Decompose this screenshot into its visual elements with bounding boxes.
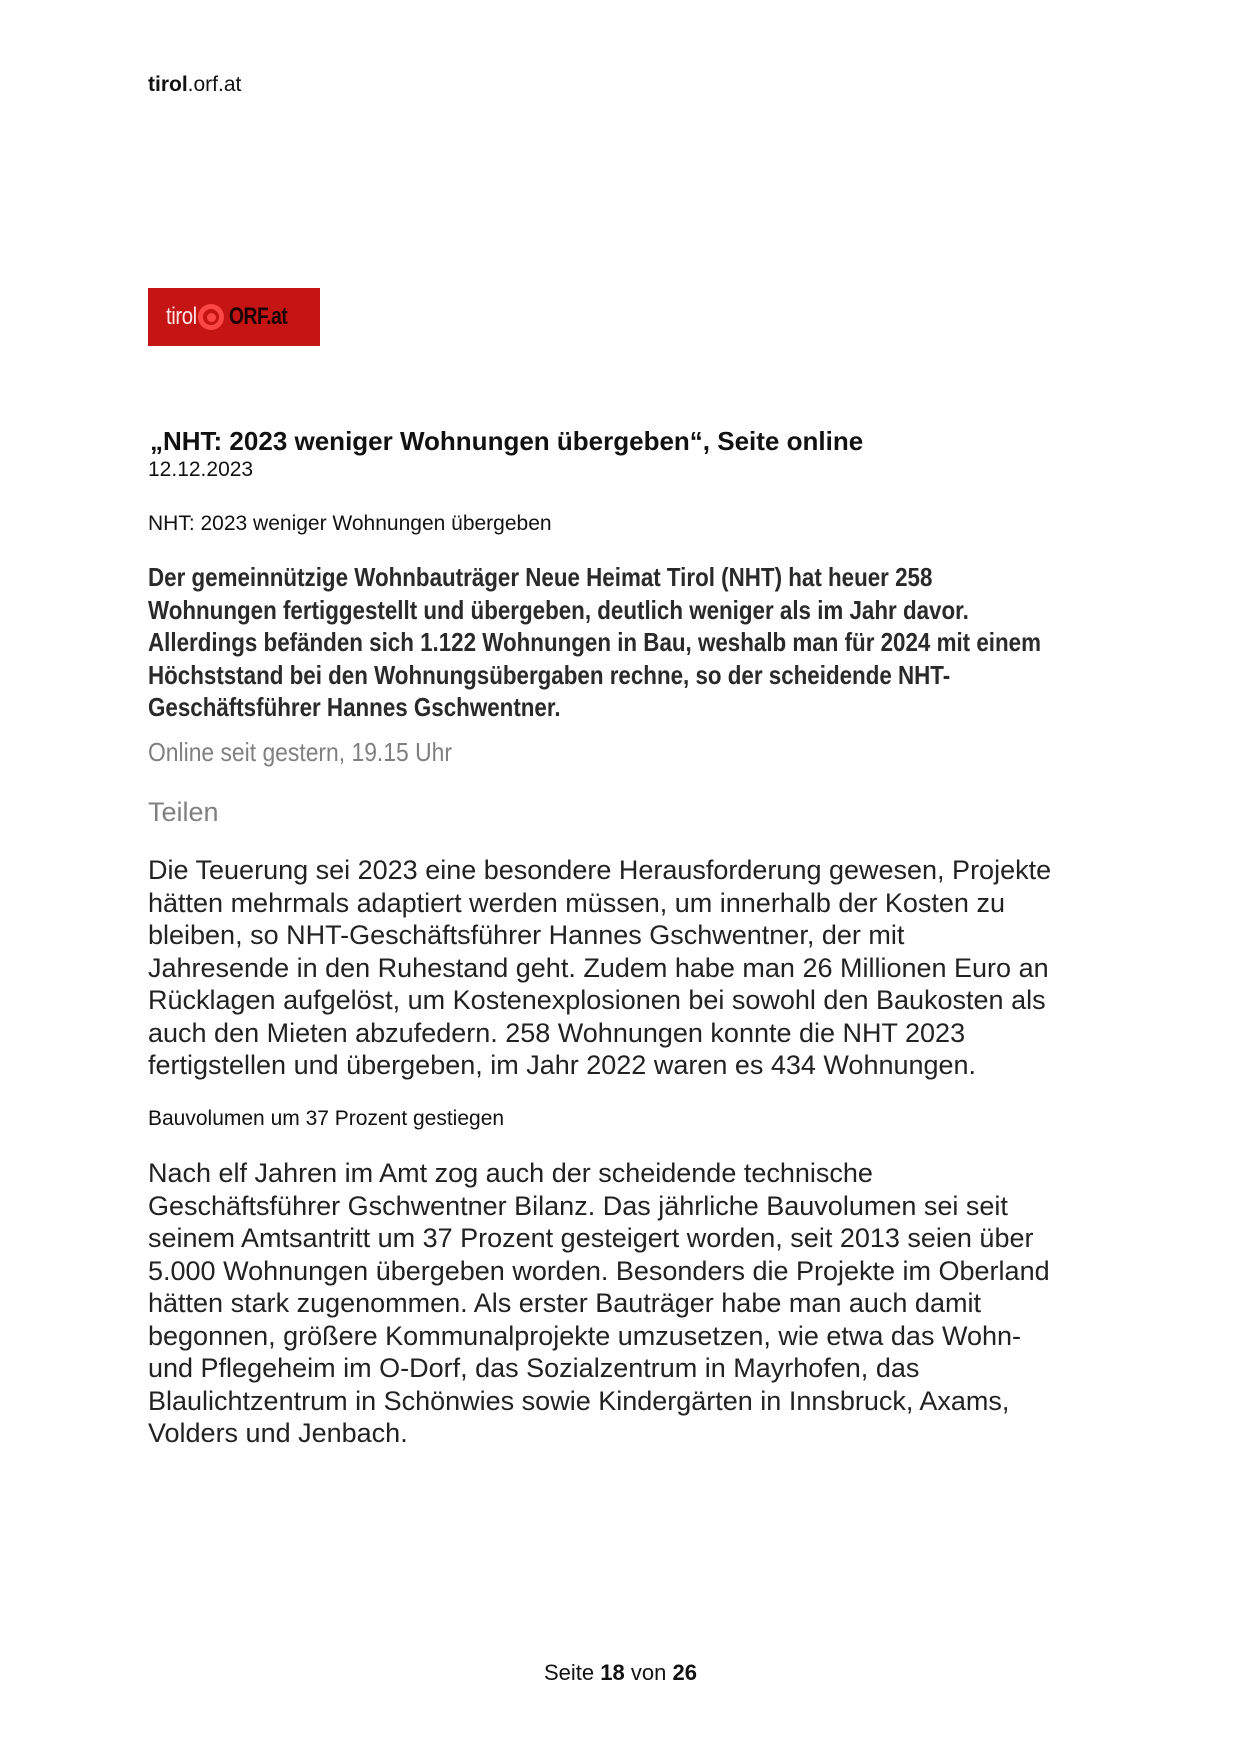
paragraph-line: Nach elf Jahren im Amt zog auch der scheidende technische	[148, 1158, 873, 1188]
total-pages: 26	[672, 1660, 697, 1685]
article-title: „NHT: 2023 weniger Wohnungen übergeben“, Seite online	[150, 426, 864, 456]
article-date: 12.12.2023	[148, 458, 254, 481]
paragraph-line: Jahresende in den Ruhestand geht. Zudem habe man 26 Millionen Euro an	[148, 952, 1049, 983]
tirol-orf-logo	[148, 288, 320, 346]
paragraph-line: und Pflegeheim im O-Dorf, das Sozialzentrum in Mayrhofen, das	[148, 1353, 920, 1383]
paragraph-2	[148, 1157, 1108, 1450]
online-since: Online seit gestern, 19.15 Uhr	[148, 737, 452, 767]
lead-line: Höchststand bei den Wohnungsübergaben rechne, so der scheidende NHT-	[148, 659, 951, 690]
paragraph-1	[148, 854, 1108, 1082]
paragraph-line: auch den Mieten abzufedern. 258 Wohnungen konnte die NHT 2023	[148, 1017, 966, 1048]
logo-tirol-text: tirol	[166, 303, 197, 330]
paragraph-line: fertigstellen und übergeben, im Jahr 2022 waren es 434 Wohnungen.	[148, 1050, 977, 1080]
paragraph-line: bleiben, so NHT-Geschäftsführer Hannes Gschwentner, der mit	[148, 920, 905, 950]
logo-orf-text: ORF.at	[229, 303, 288, 330]
site-name	[148, 73, 241, 97]
paragraph-line: seinem Amtsantritt um 37 Prozent gesteigert worden, seit 2013 seien über	[148, 1223, 1034, 1253]
paragraph-line: 5.000 Wohnungen übergeben worden. Besonders die Projekte im Oberland	[148, 1255, 1050, 1286]
paragraph-line: Rücklagen aufgelöst, um Kostenexplosionen bei sowohl den Baukosten als	[148, 985, 1046, 1015]
site-name-bold: tirol	[148, 73, 188, 96]
paragraph-line: hätten mehrmals adaptiert werden müssen, um innerhalb der Kosten zu	[148, 887, 1005, 918]
lead-line: Allerdings befänden sich 1.122 Wohnungen in Bau, weshalb man für 2024 mit einem	[148, 627, 1041, 657]
current-page-number: 18	[600, 1660, 625, 1685]
share-link[interactable]: Teilen	[148, 797, 219, 827]
paragraph-line: begonnen, größere Kommunalprojekte umzusetzen, wie etwa das Wohn-	[148, 1320, 1021, 1351]
article-subtitle: NHT: 2023 weniger Wohnungen übergeben	[148, 512, 552, 535]
paragraph-line: Blaulichtzentrum in Schönwies sowie Kindergärten in Innsbruck, Axams,	[148, 1385, 1010, 1416]
of-word: von	[630, 1660, 667, 1685]
article-lead	[148, 561, 1103, 724]
paragraph-line: hätten stark zugenommen. Als erster Bauträger habe man auch damit	[148, 1288, 981, 1318]
paragraph-line: Volders und Jenbach.	[148, 1418, 408, 1448]
paragraph-line: Geschäftsführer Gschwentner Bilanz. Das jährliche Bauvolumen sei seit	[148, 1190, 1008, 1221]
lead-line: Wohnungen fertiggestellt und übergeben, deutlich weniger als im Jahr davor.	[148, 594, 969, 625]
page-footer	[0, 1660, 1241, 1686]
lead-line: Der gemeinnützige Wohnbauträger Neue Heimat Tirol (NHT) hat heuer 258	[148, 562, 933, 592]
paragraph-line: Die Teuerung sei 2023 eine besondere Herausforderung gewesen, Projekte	[148, 855, 1052, 885]
section-heading: Bauvolumen um 37 Prozent gestiegen	[148, 1107, 505, 1130]
page-word: Seite	[544, 1660, 595, 1685]
site-name-rest: .orf.at	[187, 73, 242, 96]
orf-eye-icon	[198, 304, 224, 330]
lead-line: Geschäftsführer Hannes Gschwentner.	[148, 692, 561, 722]
